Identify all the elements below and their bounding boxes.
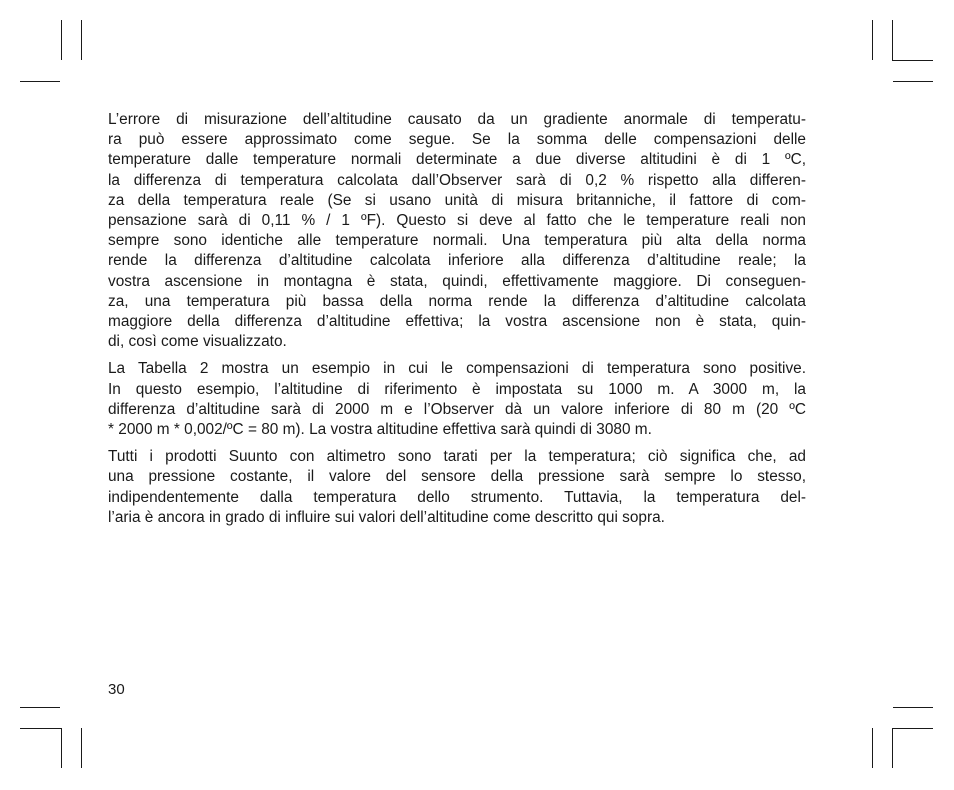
text-line: pensazione sarà di 0,11 % / 1 ºF). Questo si deve al fatto che le temperature reali non — [108, 212, 806, 230]
text-line: maggiore della differenza d’altitudine effettiva; la vostra ascensione non è stata, quin- — [108, 313, 806, 331]
text-line: vostra ascensione in montagna è stata, quindi, effettivamente maggiore. Di conseguen- — [108, 272, 806, 290]
paragraph-3 — [108, 447, 806, 528]
text-line: L’errore di misurazione dell’altitudine causato da un gradiente anormale di temperatu- — [108, 111, 806, 128]
crop-mark — [872, 20, 873, 60]
text-line: una pressione costante, il valore del sensore della pressione sarà sempre lo stesso, — [108, 468, 806, 486]
text-line: l’aria è ancora in grado di influire sui valori dell’altitudine come descritto qui sopra. — [108, 508, 665, 526]
crop-mark — [20, 707, 60, 708]
crop-mark — [892, 20, 893, 60]
crop-mark — [892, 728, 933, 729]
crop-mark — [892, 60, 933, 61]
text-line: la differenza di temperatura calcolata dall’Observer sarà di 0,2 % rispetto alla differen- — [108, 171, 806, 189]
page-number: 30 — [108, 681, 125, 698]
crop-mark — [893, 81, 933, 82]
paragraph-2 — [108, 359, 806, 440]
crop-mark — [20, 81, 60, 82]
text-line: za, una temperatura più bassa della norma rende la differenza d’altitudine calcolata — [108, 292, 806, 310]
text-line: ra può essere approssimato come segue. Se la somma delle compensazioni delle — [108, 131, 806, 149]
crop-mark — [893, 707, 933, 708]
text-line: di, così come visualizzato. — [108, 333, 287, 351]
crop-mark — [872, 728, 873, 768]
text-line: Tutti i prodotti Suunto con altimetro sono tarati per la temperatura; ciò significa che, ad — [108, 448, 806, 466]
text-line: temperature dalle temperature normali determinate a due diverse altitudini è di 1 ºC, — [108, 151, 806, 169]
crop-mark — [61, 20, 62, 60]
text-line: za della temperatura reale (Se si usano unità di misura britanniche, il fattore di com- — [108, 191, 806, 209]
text-line: In questo esempio, l’altitudine di riferimento è impostata su 1000 m. A 3000 m, la — [108, 380, 806, 398]
text-line: rende la differenza d’altitudine calcolata inferiore alla differenza d’altitudine reale; la — [108, 252, 806, 270]
text-line: sempre sono identiche alle temperature normali. Una temperatura più alta della norma — [108, 232, 806, 250]
text-line: La Tabella 2 mostra un esempio in cui le compensazioni di temperatura sono positive. — [108, 360, 806, 378]
body-text — [108, 110, 806, 535]
paragraph-1 — [108, 110, 806, 352]
crop-mark — [81, 728, 82, 768]
crop-mark — [892, 728, 893, 768]
text-line: differenza d’altitudine sarà di 2000 m e l’Observer dà un valore inferiore di 80 m (20 ºC — [108, 400, 806, 418]
text-line: indipendentemente dalla temperatura dello strumento. Tuttavia, la temperatura del- — [108, 488, 806, 506]
text-line: * 2000 m * 0,002/ºC = 80 m). La vostra altitudine effettiva sarà quindi di 3080 m. — [108, 421, 652, 439]
crop-mark — [61, 728, 62, 768]
crop-mark — [81, 20, 82, 60]
crop-mark — [20, 728, 61, 729]
